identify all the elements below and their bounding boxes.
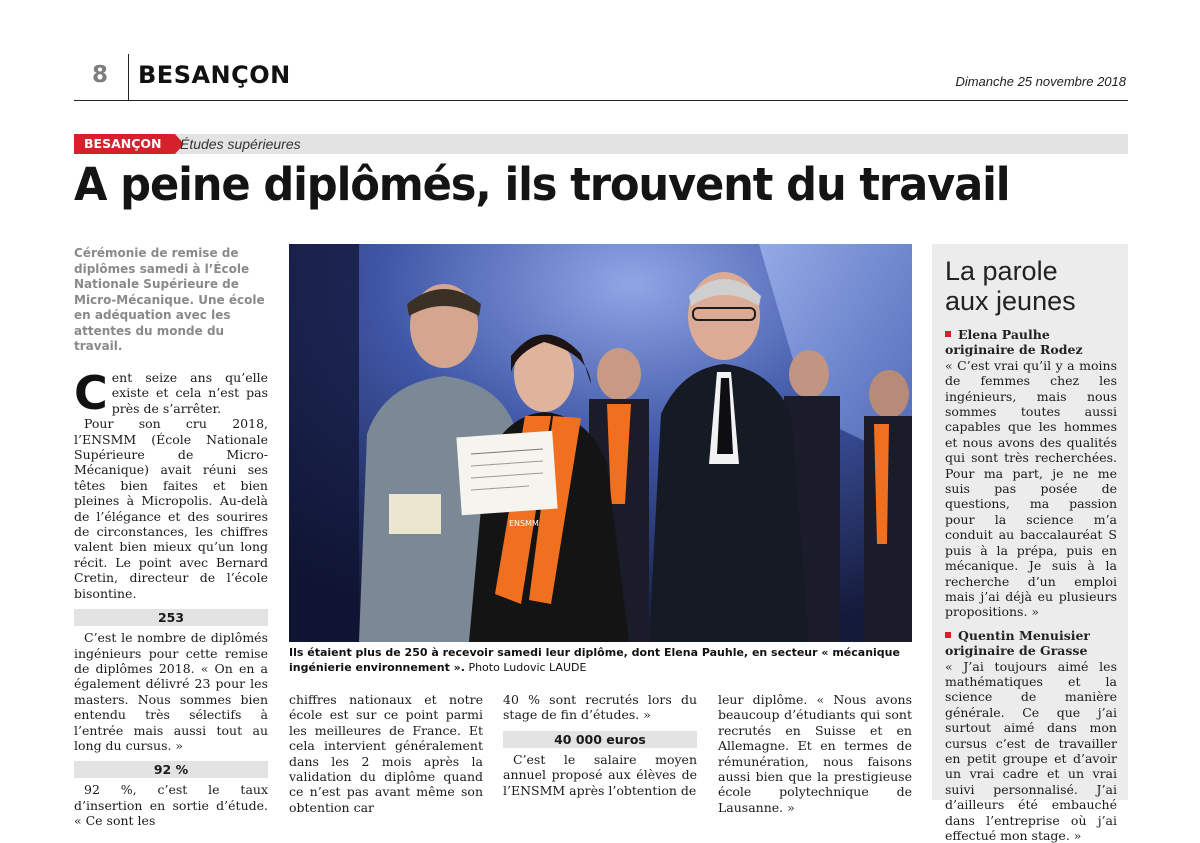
section-title: BESANÇON	[138, 61, 291, 89]
article-paragraph: C’est le salaire moyen annuel proposé aux élèves de l’ENSMM après l’obtention de	[503, 751, 697, 798]
article-column-1	[74, 366, 268, 829]
article-column-3	[503, 692, 697, 798]
header-divider	[128, 54, 129, 100]
article-paragraph: 40 % sont recrutés lors du stage de fin d’études. »	[503, 692, 697, 723]
header-rule	[74, 100, 1128, 101]
sidebar-title: La parole aux jeunes	[945, 256, 1076, 316]
article-photo	[289, 244, 912, 642]
stat-heading: 40 000 euros	[503, 731, 697, 748]
sidebar-body	[945, 327, 1117, 843]
sash-label: ENSMM	[509, 519, 539, 528]
article-paragraph: C’est le nombre de diplômés ingénieurs pour cette remise de diplômes 2018. « On en a également délivré 23 pour les masters. Nous sommes bien entendu très sélectifs à l’entrée mais aussi tout au long du cursus. »	[74, 630, 268, 753]
kicker-topic: Études supérieures	[180, 136, 301, 152]
stat-heading: 92 %	[74, 761, 268, 778]
article-paragraph: Pour son cru 2018, l’ENSMM (École Nationale Supérieure de Micro-Mécanique) avait réuni ses têtes bien faites et bien pleines à Micropolis. Au-delà de l’élégance et des sourires de circonstances, les chiffres valent bien mieux qu’un long récit. Le point avec Bernard Cretin, directeur de l’école bisontine.	[74, 416, 268, 601]
interviewee-quote: « J’ai toujours aimé les mathématiques et la science de manière générale. Ce que j’ai surtout aimé dans mon cursus c’est de travailler en petit groupe et d’avoir un vrai cadre et un vrai suivi personnalisé. J’ai d’ailleurs été embauché dans l’entreprise où j’ai effectué mon stage. »	[945, 658, 1117, 843]
square-bullet-icon	[945, 632, 951, 638]
article-paragraph: leur diplôme. « Nous avons beaucoup d’étudiants qui sont recrutés en Suisse et en Allemagne. Et en termes de rémunération, nous faisons aussi bien que la prestigieuse école polytechnique de Lausanne. »	[718, 692, 912, 815]
article-paragraph: 92 %, c’est le taux d’insertion en sortie d’étude. « Ce sont les	[74, 782, 268, 829]
article-column-4	[718, 692, 912, 815]
square-bullet-icon	[945, 331, 951, 337]
interviewee-quote: « C’est vrai qu’il y a moins de femmes chez les ingénieurs, mais nous sommes toutes aussi capables que les hommes et nous avons des qualités qui sont très recherchées. Pour ma part, je ne me suis pas posée de questions, ma passion pour la science m’a conduit au baccalauréat S puis à la prépa, puis en mécanique. Je suis à la recherche d’un emploi mais j’ai déjà eu plusieurs propositions. »	[945, 357, 1117, 620]
article-paragraph: chiffres nationaux et notre école est sur ce point parmi les meilleures de France. Et cela intervient généralement dans les 2 mois après la validation du diplôme quand ce n’est pas avant même son obtention car	[289, 692, 483, 815]
edition-date: Dimanche 25 novembre 2018	[955, 74, 1126, 89]
article-paragraph: Cent seize ans qu’elle existe et cela n’est pas près de s’arrêter.	[74, 366, 268, 420]
photo-caption: Ils étaient plus de 250 à recevoir samedi leur diplôme, dont Elena Pauhle, en secteur « mécanique ingénierie environnement ». Photo Ludovic LAUDE	[289, 646, 900, 674]
page-number: 8	[92, 62, 109, 88]
interviewee-name: Quentin Menuisier	[945, 628, 1117, 643]
stat-heading: 253	[74, 609, 268, 626]
kicker-tag: BESANÇON	[74, 134, 175, 154]
drop-cap: C	[74, 366, 108, 420]
interviewee-name: Elena Paulhe	[945, 327, 1117, 342]
interviewee-origin: originaire de Rodez	[945, 342, 1083, 358]
article-column-2	[289, 692, 483, 815]
article-lead: Cérémonie de remise de diplômes samedi à l’École Nationale Supérieure de Micro-Mécanique. Une école en adéquation avec les attentes du monde du travail.	[74, 246, 265, 353]
headline: A peine diplômés, ils trouvent du travail	[74, 158, 1010, 211]
interviewee-origin: originaire de Grasse	[945, 643, 1088, 659]
ceremony-photo-illustration	[289, 244, 912, 642]
